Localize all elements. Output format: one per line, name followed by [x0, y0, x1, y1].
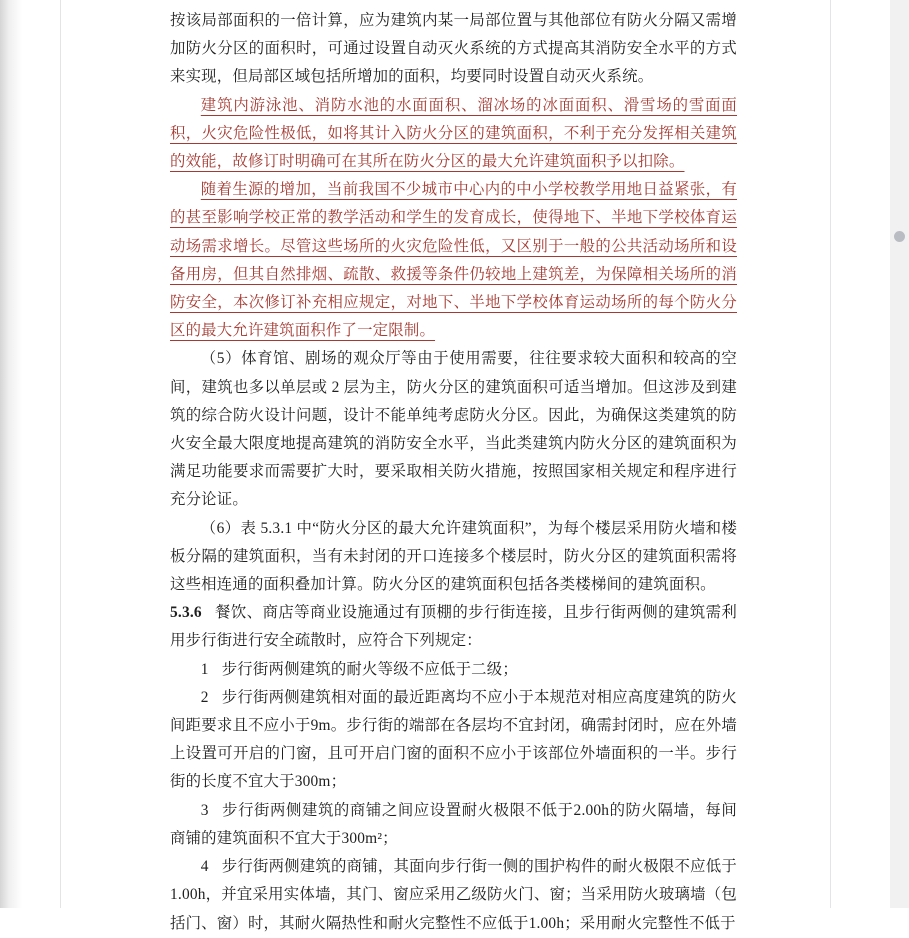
paragraph-item-5: （5）体育馆、剧场的观众厅等由于使用需要，往往要求较大面积和较高的空间，建筑也多以单层或 2 层为主，防火分区的建筑面积可适当增加。但这涉及到建筑的综合防火设计问题，设计不能单纯考虑防火分区。因此，为确保这类建筑的防火安全最大限度地提高建筑的消防安全水平，当此类建筑内防火分区的建筑面积为满足功能要求而需要扩大时，要采取相关防火措施，按照国家相关规定和程序进行充分论证。 [170, 350, 737, 509]
left-edge-shadow [0, 0, 22, 908]
list-item-4 [170, 853, 737, 938]
list-item-2-text: 步行街两侧建筑相对面的最近距离均不应小于本规范对相应高度建筑的防火间距要求且不应小于9m。步行街的端部在各层均不宜封闭，确需封闭时，应在外墙上设置可开启的门窗，且可开启门窗的面积不应小于该部位外墙面积的一半。步行街的长度不宜大于300m； [170, 688, 737, 791]
paragraph-continuation: 按该局部面积的一倍计算，应为建筑内某一局部位置与其他部位有防火分隔又需增加防火分区的面积时，可通过设置自动灭火系统的方式提高其消防安全水平的方式来实现，但局部区域包括所增加的面积，均要同时设置自动灭火系统。 [170, 12, 737, 86]
list-item-3-text: 步行街两侧建筑的商铺之间应设置耐火极限不低于2.00h的防火隔墙，每间商铺的建筑面积不宜大于300m²； [170, 801, 737, 847]
list-item-3 [170, 797, 737, 853]
clause-text: 餐饮、商店等商业设施通过有顶棚的步行街连接，且步行街两侧的建筑需利用步行街进行安全疏散时，应符合下列规定： [170, 604, 737, 650]
revision-paragraph-pools: 建筑内游泳池、消防水池的水面面积、溜冰场的冰面面积、滑雪场的雪面面积，火灾危险性极低，如将其计入防火分区的建筑面积，不利于充分发挥相关建筑的效能，故修订时明确可在其所在防火分区的最大允许建筑面积予以扣除。 [170, 96, 737, 171]
document-page [170, 7, 737, 938]
scrollbar-track[interactable] [890, 0, 909, 908]
list-item-4-number: 4 [200, 858, 209, 876]
clause-5-3-6 [170, 599, 737, 655]
list-item-3-number: 3 [200, 801, 209, 819]
revision-paragraph-schools: 随着生源的增加，当前我国不少城市中心内的中小学校教学用地日益紧张，有的甚至影响学校正常的教学活动和学生的发育成长，使得地下、半地下学校体育运动场需求增长。尽管这些场所的火灾危险性低，又区别于一般的公共活动场所和设备用房，但其自然排烟、疏散、救援等条件仍较地上建筑差，为保障相关场所的消防安全，本次修订补充相应规定，对地下、半地下学校体育运动场所的每个防火分区的最大允许建筑面积作了一定限制。 [170, 181, 737, 340]
scrollbar-thumb[interactable] [894, 231, 905, 242]
list-item-2-number: 2 [200, 688, 209, 706]
list-item-2 [170, 684, 737, 797]
list-item-1 [170, 656, 737, 684]
page-right-border [830, 0, 831, 908]
list-item-4-text: 步行街两侧建筑的商铺，其面向步行街一侧的围护构件的耐火极限不应低于1.00h，并宜采用实体墙，其门、窗应采用乙级防火门、窗；当采用防火玻璃墙（包括门、窗）时，其耐火隔热性和耐火完整性不应低于1.00h；采用耐火完整性不低于 [170, 858, 737, 932]
clause-number: 5.3.6 [170, 604, 202, 622]
list-item-1-number: 1 [200, 660, 209, 678]
page-left-border [60, 0, 61, 908]
paragraph-item-6: （6）表 5.3.1 中“防火分区的最大允许建筑面积”，为每个楼层采用防火墙和楼板分隔的建筑面积，当有未封闭的开口连接多个楼层时，防火分区的建筑面积需将这些相连通的面积叠加计算。防火分区的建筑面积包括各类楼梯间的建筑面积。 [170, 519, 737, 594]
list-item-1-text: 步行街两侧建筑的耐火等级不应低于二级； [221, 660, 518, 678]
